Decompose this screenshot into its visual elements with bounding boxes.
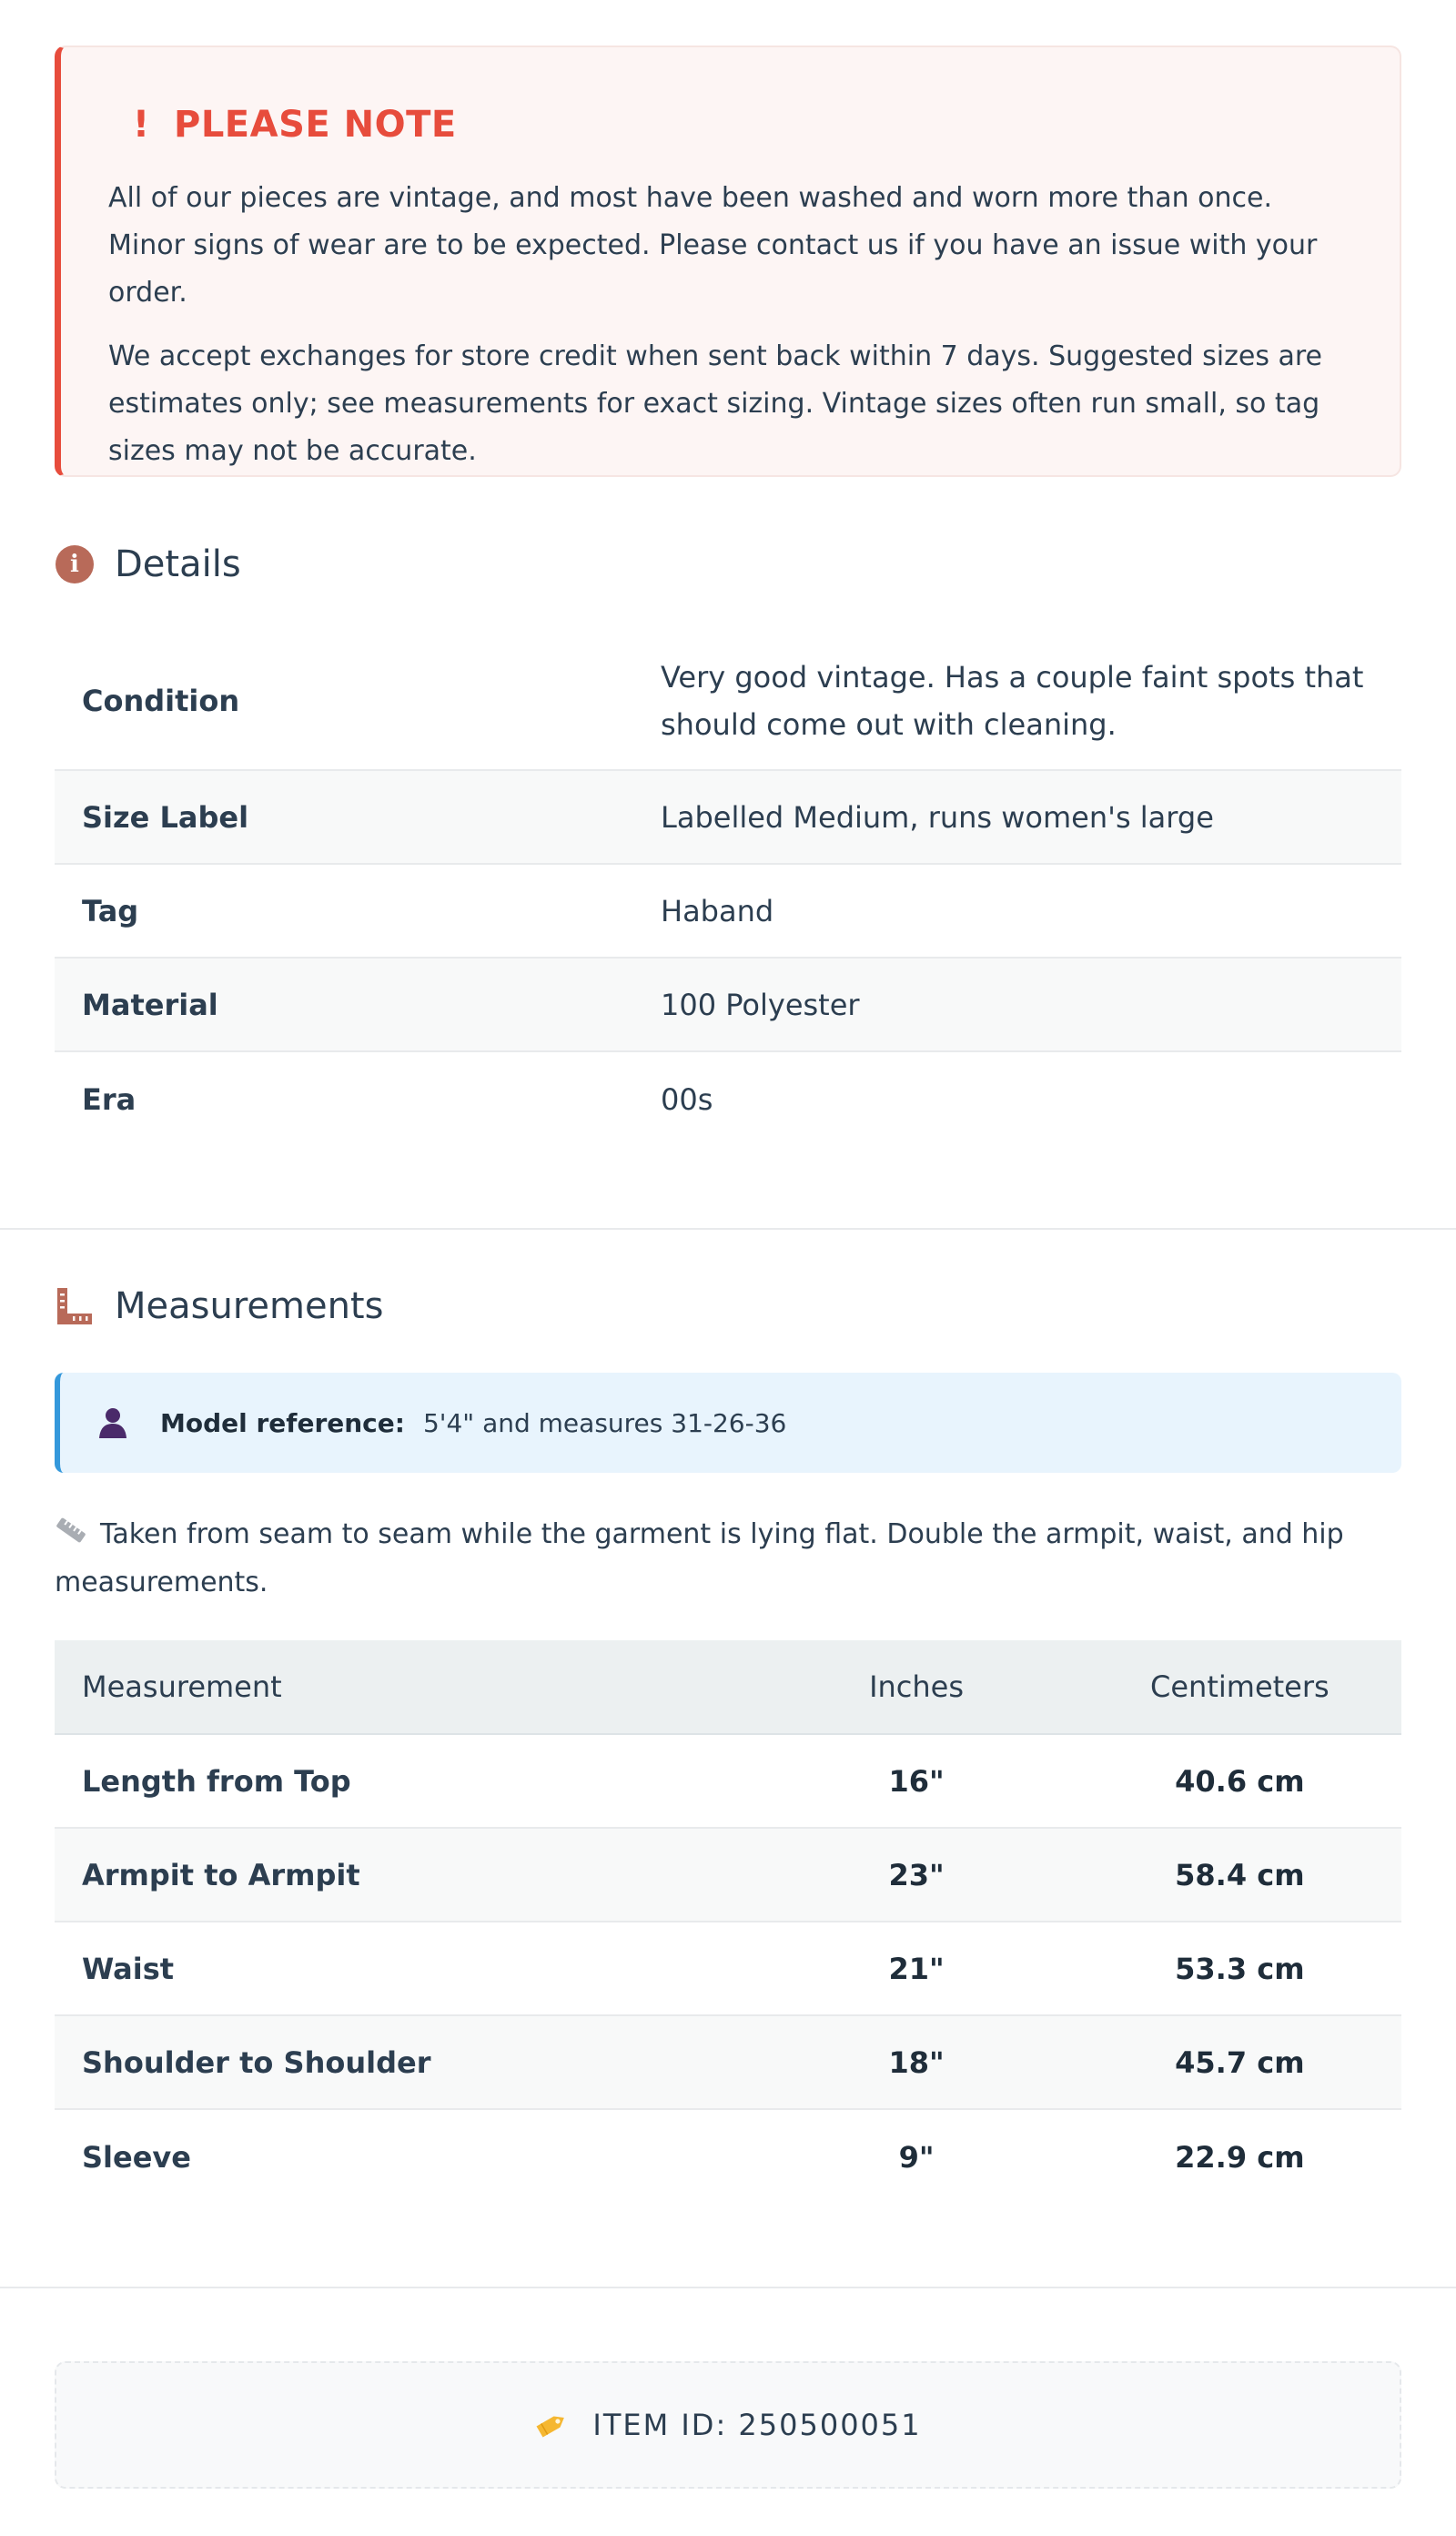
item-id-text: ITEM ID: 250500051 [592, 2408, 922, 2442]
measurement-name: Length from Top [82, 1763, 351, 1799]
table-row [55, 2016, 1401, 2110]
details-value: Haband [661, 893, 774, 928]
measurements-title: Measurements [115, 1285, 384, 1327]
person-icon [95, 1406, 131, 1439]
measurements-table [55, 1640, 1401, 2204]
measurements-heading [55, 1279, 383, 1334]
column-header-measurement: Measurement [82, 1669, 282, 1704]
measurement-cm: 40.6 cm [1175, 1763, 1305, 1799]
table-row [55, 1735, 1401, 1829]
note-paragraph-1: All of our pieces are vintage, and most have been washed and worn more than once. Minor signs of wear are to be expected. Please contact us if you have an issue with your order. [108, 182, 1318, 309]
details-title: Details [115, 543, 241, 585]
details-row-material [55, 959, 1401, 1052]
ruler-pencil-icon [55, 1512, 87, 1559]
details-row-size-label [55, 771, 1401, 865]
details-label: Tag [82, 893, 139, 928]
details-row-era [55, 1052, 1401, 1146]
measurement-cm: 22.9 cm [1175, 2139, 1305, 2175]
details-value: 100 Polyester [661, 987, 860, 1022]
measurement-inches: 9" [898, 2139, 935, 2175]
exclamation-icon: ! [132, 104, 150, 146]
measurement-note-text: Taken from seam to seam while the garment is lying flat. Double the armpit, waist, and hip measurements. [55, 1518, 1344, 1598]
info-icon: i [55, 544, 95, 584]
details-label: Size Label [82, 799, 249, 835]
ruler-icon [55, 1286, 95, 1326]
measurement-inches: 23" [888, 1857, 945, 1892]
table-row [55, 2110, 1401, 2204]
model-reference-label: Model reference: [160, 1407, 405, 1438]
column-header-inches: Inches [869, 1669, 965, 1704]
tag-icon [534, 2409, 569, 2440]
details-label: Era [82, 1081, 136, 1117]
measurement-cm: 58.4 cm [1175, 1857, 1305, 1892]
note-title: PLEASE NOTE [174, 104, 457, 146]
note-paragraph-2: We accept exchanges for store credit when sent back within 7 days. Suggested sizes are estimates only; see measurements for exact sizing. Vintage sizes often run small, so tag sizes may not be accurate. [108, 340, 1323, 467]
measurement-name: Shoulder to Shoulder [82, 2044, 431, 2080]
details-value: 00s [661, 1081, 713, 1117]
details-value: Very good vintage. Has a couple faint spots that should come out with cleaning. [661, 660, 1364, 742]
details-row-tag [55, 865, 1401, 959]
section-divider [0, 1228, 1456, 1230]
measurement-name: Sleeve [82, 2139, 191, 2175]
measurement-name: Waist [82, 1951, 175, 1986]
note-header [108, 96, 1352, 153]
measurement-cm: 45.7 cm [1175, 2044, 1305, 2080]
details-label: Condition [82, 684, 240, 718]
measurement-inches: 18" [888, 2044, 945, 2080]
table-row [55, 1922, 1401, 2016]
details-heading [55, 537, 241, 592]
item-id-box [55, 2361, 1401, 2489]
measurement-note [55, 1511, 1401, 1607]
please-note-box [55, 46, 1401, 477]
measurement-cm: 53.3 cm [1175, 1951, 1305, 1986]
details-row-condition [55, 633, 1401, 771]
measurement-inches: 21" [888, 1951, 945, 1986]
section-divider [0, 2287, 1456, 2288]
details-label: Material [82, 987, 218, 1022]
details-table [55, 633, 1401, 1146]
model-reference-box [55, 1373, 1401, 1473]
measurement-name: Armpit to Armpit [82, 1857, 360, 1892]
table-row [55, 1829, 1401, 1922]
column-header-centimeters: Centimeters [1150, 1669, 1330, 1704]
model-reference-value: 5'4" and measures 31-26-36 [422, 1407, 787, 1438]
measurement-inches: 16" [888, 1763, 945, 1799]
details-value: Labelled Medium, runs women's large [661, 799, 1214, 835]
table-header-row [55, 1640, 1401, 1735]
